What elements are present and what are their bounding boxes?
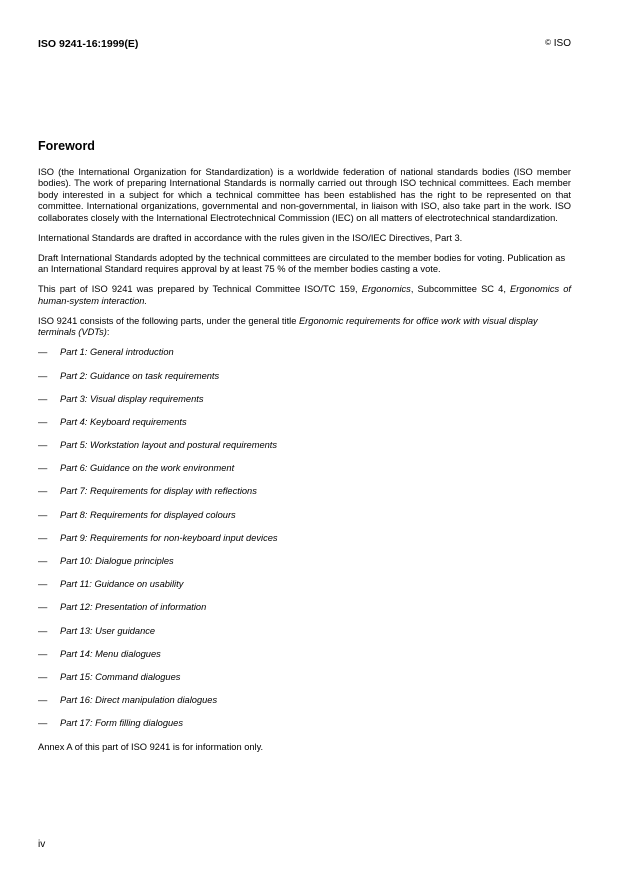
parts-intro-colon: : (106, 327, 110, 338)
paragraph-parts-intro (38, 316, 571, 339)
dash-bullet: — (38, 532, 48, 543)
part-label: Part 16: Direct manipulation dialogues (60, 695, 218, 706)
part-label: Part 12: Presentation of information (60, 602, 207, 613)
list-item (38, 440, 571, 463)
subcommittee-text: , Subcommittee SC 4, (410, 284, 511, 295)
part-label: Part 10: Dialogue principles (60, 556, 174, 566)
dash-bullet: — (38, 602, 48, 613)
dash-bullet: — (38, 416, 48, 427)
dash-bullet: — (38, 347, 48, 358)
parts-list (38, 347, 571, 741)
dash-bullet: — (38, 625, 48, 636)
copyright-notice (545, 38, 571, 49)
part-label: Part 5: Workstation layout and postural requirements (60, 440, 278, 451)
dash-bullet: — (38, 695, 48, 706)
copyright-symbol: © (545, 38, 551, 47)
dash-bullet: — (38, 556, 48, 566)
list-item (38, 602, 571, 625)
dash-bullet: — (38, 718, 48, 729)
copyright-org: ISO (553, 38, 571, 49)
part-label: Part 14: Menu dialogues (60, 648, 161, 659)
list-item (38, 579, 571, 602)
list-item (38, 718, 571, 741)
document-id: ISO 9241-16:1999(E) (38, 38, 139, 50)
section-title: Foreword (38, 139, 95, 153)
list-item (38, 394, 571, 417)
general-title: Ergonomic requirements for office work with visual display terminals (VDTs) (38, 315, 538, 338)
annex-note: Annex A of this part of ISO 9241 is for information only. (38, 741, 264, 752)
list-item (38, 533, 571, 556)
dash-bullet: — (38, 370, 48, 381)
part-label: Part 8: Requirements for displayed colours (60, 509, 236, 520)
list-item (38, 672, 571, 695)
dash-bullet: — (38, 463, 48, 474)
part-label: Part 6: Guidance on the work environment (60, 463, 235, 474)
parts-intro-text: ISO 9241 consists of the following parts, under the general title (38, 315, 299, 326)
list-item (38, 649, 571, 672)
dash-bullet: — (38, 648, 48, 659)
list-item (38, 510, 571, 533)
part-label: Part 15: Command dialogues (60, 671, 181, 682)
part-label: Part 11: Guidance on usability (60, 579, 184, 590)
part-label: Part 3: Visual display requirements (60, 393, 204, 404)
paragraph-voting: Draft International Standards adopted by the technical committees are circulated to the member bodies for voting. Publication as an International Standard requires approval by at least 75 % of the member bodies casting a vote. (38, 252, 566, 275)
dash-bullet: — (38, 671, 48, 682)
list-item (38, 417, 571, 440)
foreword-body (38, 167, 571, 762)
page-number: iv (38, 839, 46, 850)
part-label: Part 2: Guidance on task requirements (60, 370, 220, 381)
list-item (38, 371, 571, 394)
dash-bullet: — (38, 393, 48, 404)
part-label: Part 4: Keyboard requirements (60, 416, 187, 427)
dash-bullet: — (38, 440, 48, 451)
list-item (38, 695, 571, 718)
subcommittee-title: Ergonomics of human-system interaction. (38, 284, 571, 306)
dash-bullet: — (38, 509, 48, 520)
dash-bullet: — (38, 486, 48, 497)
part-label: Part 17: Form filling dialogues (60, 718, 183, 729)
paragraph-prepared-by (38, 284, 571, 307)
list-item (38, 556, 571, 579)
prepared-by-text: This part of ISO 9241 was prepared by Technical Committee ISO/TC 159, (38, 284, 362, 295)
part-label: Part 1: General introduction (60, 347, 174, 358)
committee-title: Ergonomics (361, 284, 411, 295)
list-item (38, 463, 571, 486)
list-item (38, 347, 571, 370)
list-item (38, 626, 571, 649)
part-label: Part 9: Requirements for non-keyboard input devices (60, 532, 278, 543)
list-item (38, 486, 571, 509)
paragraph-iso-intro: ISO (the International Organization for Standardization) is a worldwide federation of national standards bodies (ISO member bodies). The work of preparing International Standards is normally carried out through ISO technical committees. Each member body interested in a subject for which a technical committee has been established has the right to be represented on that committee. International organizations, governmental and non-governmental, in liaison with ISO, also take part in the work. ISO collaborates closely with the International Electrotechnical Commission (IEC) on all matters of electrotechnical standardization. (38, 167, 571, 223)
dash-bullet: — (38, 579, 48, 590)
part-label: Part 7: Requirements for display with reflections (60, 486, 257, 497)
part-label: Part 13: User guidance (60, 625, 156, 636)
paragraph-directives: International Standards are drafted in accordance with the rules given in the ISO/IEC Directives, Part 3. (38, 232, 463, 243)
